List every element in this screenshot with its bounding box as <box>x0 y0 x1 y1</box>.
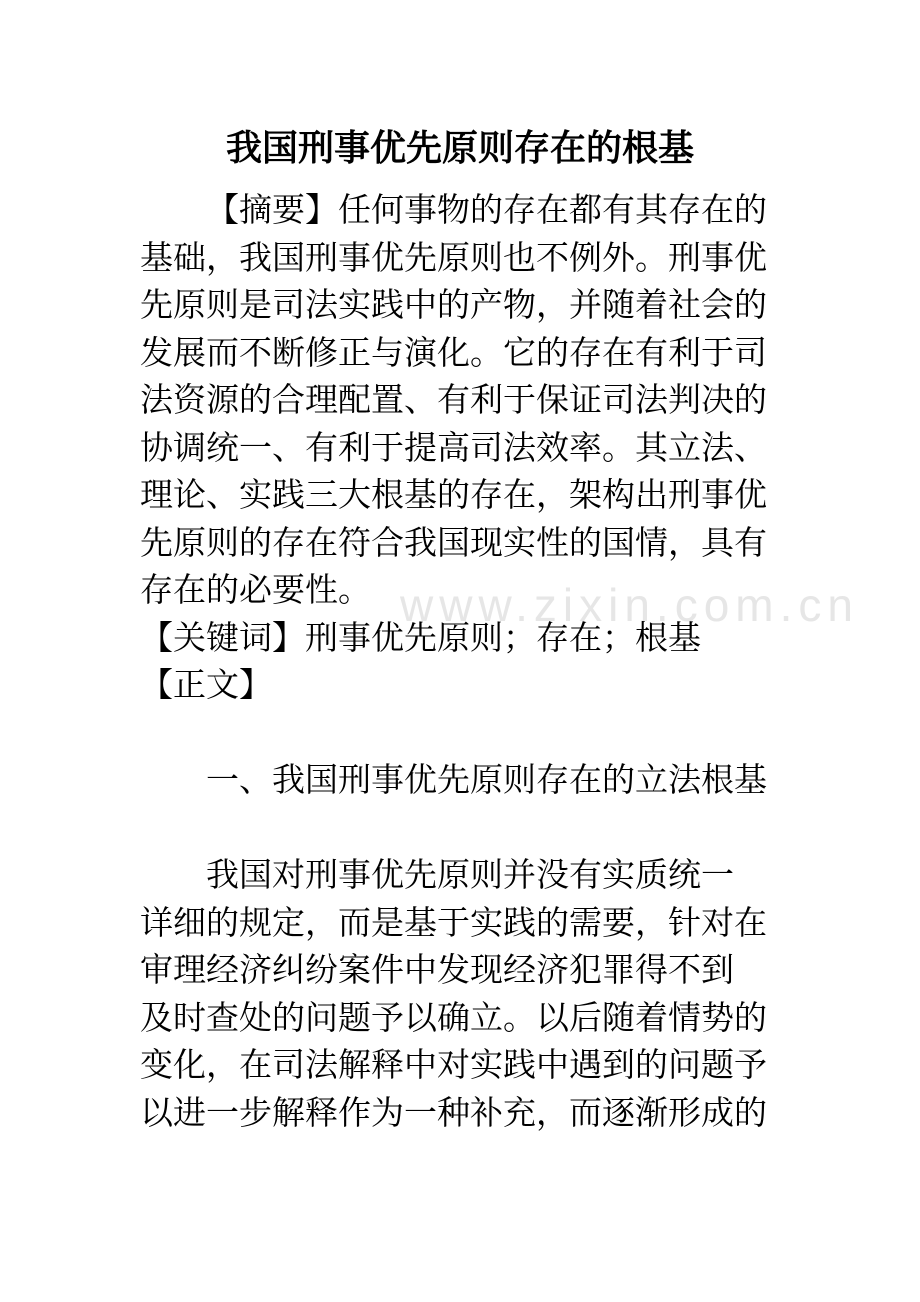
body-label: 【正文】 <box>140 665 272 704</box>
abstract-line: 协调统一、有利于提高司法效率。其立法、 <box>140 428 767 467</box>
paragraph-line: 变化，在司法解释中对实践中遇到的问题予 <box>140 1045 767 1084</box>
paragraph-line: 我国对刑事优先原则并没有实质统一 <box>206 855 734 894</box>
abstract-line: 理论、实践三大根基的存在，架构出刑事优 <box>140 475 767 514</box>
abstract-line: 基础，我国刑事优先原则也不例外。刑事优 <box>140 238 767 277</box>
paragraph-line: 详细的规定，而是基于实践的需要，针对在 <box>140 903 767 942</box>
abstract-line: 存在的必要性。 <box>140 570 371 609</box>
abstract-line: 发展而不断修正与演化。它的存在有利于司 <box>140 333 767 372</box>
paragraph-line: 审理经济纠纷案件中发现经济犯罪得不到 <box>140 950 734 989</box>
keywords-line: 【关键词】刑事优先原则；存在；根基 <box>140 618 701 657</box>
paragraph-line: 以进一步解释作为一种补充，而逐渐形成的 <box>140 1093 767 1132</box>
watermark: www.zixin.com.cn <box>400 579 859 631</box>
section-heading: 一、我国刑事优先原则存在的立法根基 <box>206 760 767 799</box>
paragraph-line: 及时查处的问题予以确立。以后随着情势的 <box>140 998 767 1037</box>
abstract-line: 【摘要】任何事物的存在都有其存在的 <box>206 190 767 229</box>
abstract-line: 先原则是司法实践中的产物，并随着社会的 <box>140 285 767 324</box>
abstract-line: 法资源的合理配置、有利于保证司法判决的 <box>140 380 767 419</box>
page-title: 我国刑事优先原则存在的根基 <box>225 127 694 169</box>
abstract-line: 先原则的存在符合我国现实性的国情，具有 <box>140 523 767 562</box>
